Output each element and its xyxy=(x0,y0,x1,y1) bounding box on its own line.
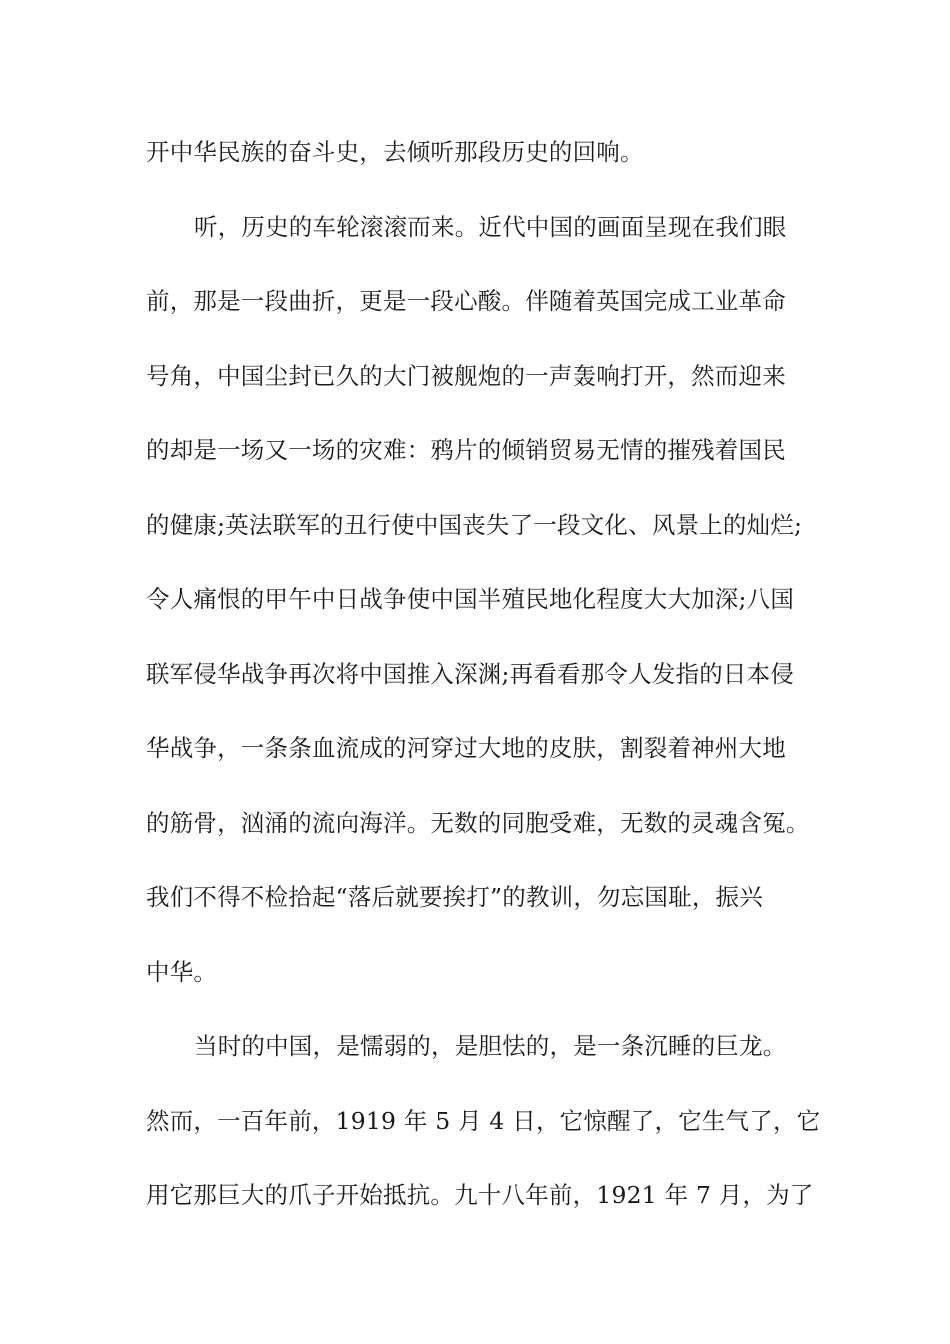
text-line-8: 联军侵华战争再次将中国推入深渊;再看看那令人发指的日本侵 xyxy=(146,659,795,688)
text-line-9: 华战争，一条条血流成的河穿过大地的皮肤，割裂着神州大地 xyxy=(146,734,786,762)
text-line-4: 号角，中国尘封已久的大门被舰炮的一声轰响打开，然而迎来 xyxy=(146,361,786,390)
text-line-14: 然而，一百年前，1919 年 5 月 4 日，它惊醒了，它生气了，它 xyxy=(146,1106,821,1135)
text-line-10: 的筋骨，汹涌的流向海洋。无数的同胞受难，无数的灵魂含冤。 xyxy=(146,808,810,837)
text-line-6: 的健康;英法联军的丑行使中国丧失了一段文化、风景上的灿烂; xyxy=(146,510,803,539)
text-line-7: 令人痛恨的甲午中日战争使中国半殖民地化程度大大加深;八国 xyxy=(146,585,795,613)
text-line-11: 我们不得不检拾起“落后就要挨打”的教训，勿忘国耻，振兴 xyxy=(146,883,763,911)
text-line-12: 中华。 xyxy=(146,957,218,986)
text-line-1: 开中华民族的奋斗史，去倾听那段历史的回响。 xyxy=(146,138,644,166)
text-line-2: 听，历史的车轮滚滚而来。近代中国的画面呈现在我们眼 xyxy=(194,212,787,241)
text-line-3: 前，那是一段曲折，更是一段心酸。伴随着英国完成工业革命 xyxy=(146,287,786,315)
text-line-15: 用它那巨大的爪子开始抵抗。九十八年前，1921 年 7 月，为了 xyxy=(146,1181,814,1209)
text-line-5: 的却是一场又一场的灾难：鸦片的倾销贸易无情的摧残着国民 xyxy=(146,436,786,464)
body-text xyxy=(146,126,826,1244)
text-line-13: 当时的中国，是懦弱的，是胆怯的，是一条沉睡的巨龙。 xyxy=(194,1032,787,1060)
